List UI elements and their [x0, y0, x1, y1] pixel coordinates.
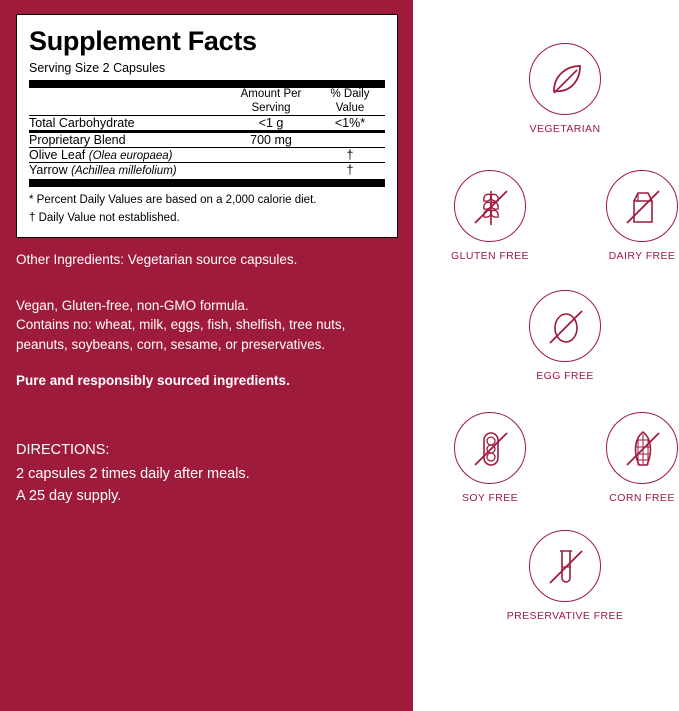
row-ingredient-latin: (Olea europaea) — [88, 149, 173, 162]
badge-caption: EGG FREE — [536, 370, 594, 382]
claims-line-1: Vegan, Gluten-free, non-GMO formula. — [16, 297, 249, 313]
supplement-facts-table — [29, 88, 385, 114]
row-ingredient-latin: (Achillea millefolium) — [71, 164, 177, 177]
badge-caption: GLUTEN FREE — [451, 250, 529, 262]
facts-top-rule — [29, 80, 385, 88]
row-label — [29, 148, 227, 162]
footnote-percent-dv: * Percent Daily Values are based on a 2,000 calorie diet. — [29, 193, 317, 206]
badge-caption: SOY FREE — [461, 492, 519, 504]
table-row — [29, 133, 385, 147]
milk-carton-icon — [606, 170, 678, 242]
directions-heading: DIRECTIONS: — [16, 442, 110, 459]
badge-caption: VEGETARIAN — [529, 123, 601, 135]
supplement-facts-box — [16, 14, 398, 238]
other-ingredients-text: Other Ingredients: Vegetarian source capsules. — [16, 252, 298, 268]
row-amount: <1 g — [258, 115, 284, 130]
leaf-icon — [529, 43, 601, 115]
badge-vegetarian — [501, 43, 629, 135]
test-tube-icon — [529, 530, 601, 602]
column-header-amount-line1: Amount Per — [240, 88, 302, 101]
row-amount — [227, 163, 315, 177]
column-header-dv-line2: Value — [335, 101, 365, 114]
row-label — [29, 163, 227, 177]
directions-block — [16, 440, 397, 507]
table-row — [29, 116, 385, 130]
row-daily-value: † — [346, 147, 354, 162]
claims-block — [16, 296, 397, 390]
certification-icons-area — [413, 0, 679, 711]
claims-line-3: peanuts, soybeans, corn, sesame, or preservatives. — [16, 336, 326, 352]
badge-caption: DAIRY FREE — [608, 250, 676, 262]
badge-caption: CORN FREE — [609, 492, 675, 504]
sourcing-statement: Pure and responsibly sourced ingredients. — [16, 372, 290, 388]
corn-icon — [606, 412, 678, 484]
table-row — [29, 163, 385, 177]
directions-line-1: 2 capsules 2 times daily after meals. — [16, 465, 250, 482]
soybean-pod-icon — [454, 412, 526, 484]
facts-bottom-rule — [29, 179, 385, 187]
row-label: Total Carbohydrate — [29, 115, 135, 130]
egg-icon — [529, 290, 601, 362]
footnote-dagger: † Daily Value not established. — [29, 212, 180, 225]
column-header-dv-line1: % Daily — [330, 88, 370, 101]
page-title: Supplement Facts — [29, 26, 257, 56]
claims-line-2: Contains no: wheat, milk, eggs, fish, shelfish, tree nuts, — [16, 317, 346, 333]
directions-line-2: A 25 day supply. — [16, 487, 122, 504]
table-header-row — [29, 88, 385, 114]
row-amount: 700 mg — [250, 132, 292, 147]
badge-gluten-free — [426, 170, 554, 262]
wheat-icon — [454, 170, 526, 242]
row-ingredient-name: Yarrow — [29, 162, 68, 177]
table-row — [29, 148, 385, 162]
serving-size-text: Serving Size 2 Capsules — [29, 61, 166, 76]
badge-corn-free — [578, 412, 679, 504]
row-amount — [227, 148, 315, 162]
row-label: Proprietary Blend — [29, 132, 126, 147]
row-daily-value — [315, 133, 385, 147]
column-header-dv — [315, 88, 385, 114]
badge-caption: PRESERVATIVE FREE — [506, 610, 624, 622]
row-daily-value: † — [346, 162, 354, 177]
column-header-amount — [227, 88, 315, 114]
badge-preservative-free — [501, 530, 629, 622]
column-header-amount-line2: Serving — [251, 101, 291, 114]
row-ingredient-name: Olive Leaf — [29, 147, 86, 162]
badge-soy-free — [426, 412, 554, 504]
row-daily-value: <1%* — [334, 115, 366, 130]
badge-dairy-free — [578, 170, 679, 262]
badge-egg-free — [501, 290, 629, 382]
